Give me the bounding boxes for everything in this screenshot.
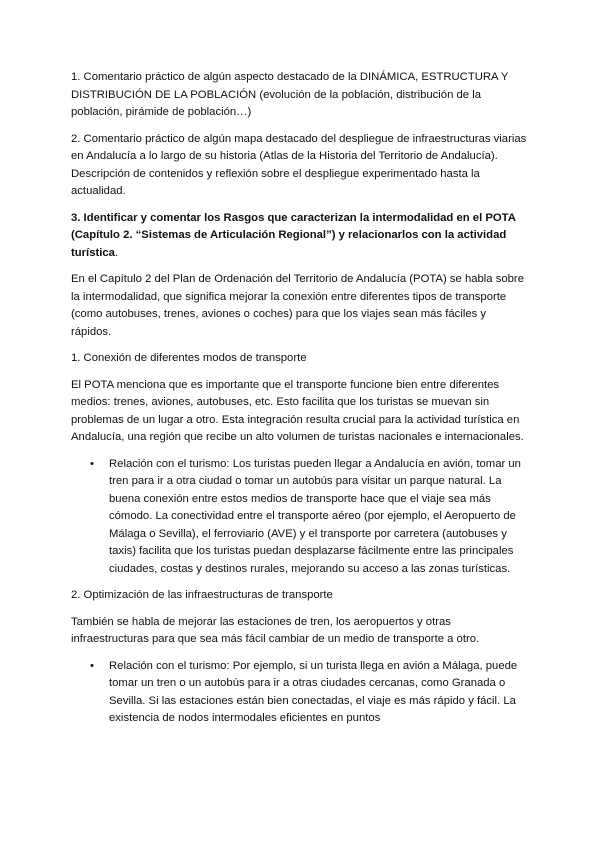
bullet-item-tourism-2: • Relación con el turismo: Por ejemplo, si un turista llega en avión a Málaga, puede tomar un tren o un autobús para ir a otras ciudades cercanas, como Granada o Sevilla. Si las estaciones están bien conectadas, el viaje es más rápido y fácil. La existencia de nodos intermodales eficientes en puntos xyxy=(71,658,527,728)
question-3-bold-text: 3. Identificar y comentar los Rasgos que caracterizan la intermodalidad en el POTA (Capítulo 2. “Sistemas de Articulación Regional”) y relacionarlos con la actividad turística xyxy=(71,211,516,259)
section-heading-2: 2. Optimización de las infraestructuras de transporte xyxy=(71,589,333,601)
paragraph-question-2: 2. Comentario práctico de algún mapa destacado del despliegue de infraestructuras viarias en Andalucía a lo largo de su historia (Atlas de la Historia del Territorio de Andalucía). Descripción de contenidos y reflexión sobre el despliegue experimentado hasta la actualidad. xyxy=(71,132,527,197)
question-3-tail: . xyxy=(114,246,119,259)
paragraph-question-3 xyxy=(71,210,527,263)
paragraph-intro: En el Capítulo 2 del Plan de Ordenación del Territorio de Andalucía (POTA) se habla sobre la intermodalidad, que significa mejorar la conexión entre diferentes tipos de transporte (como autobuses, trenes, aviones o coches) para que los viajes sean más fáciles y rápidos. xyxy=(71,273,524,338)
bullet-list-1 xyxy=(71,456,527,579)
paragraph-section-2: También se habla de mejorar las estaciones de tren, los aeropuertos y otras infraestructuras para que sea más fácil cambiar de un medio de transporte a otro. xyxy=(71,615,480,645)
paragraph-question-1: 1. Comentario práctico de algún aspecto destacado de la DINÁMICA, ESTRUCTURA Y DISTRIBUCIÓN DE LA POBLACIÓN (evolución de la población, distribución de la población, pirámide de población…) xyxy=(71,71,509,118)
document-body xyxy=(71,69,527,737)
bullet-list-2 xyxy=(71,658,527,728)
section-heading-1: 1. Conexión de diferentes modos de transporte xyxy=(71,352,307,364)
paragraph-section-1: El POTA menciona que es importante que el transporte funcione bien entre diferentes medios: trenes, aviones, autobuses, etc. Esto facilita que los turistas se muevan sin problemas de un lugar a otro. Esta integración resulta crucial para la actividad turística en Andalucía, una región que recibe un alto volumen de turistas nacionales e internacionales. xyxy=(71,378,524,443)
bullet-item-tourism-1: • Relación con el turismo: Los turistas pueden llegar a Andalucía en avión, tomar un tren para ir a otra ciudad o tomar un autobús para visitar un parque natural. La buena conexión entre estos medios de transporte hace que el viaje sea más cómodo. La conectividad entre el transporte aéreo (por ejemplo, el Aeropuerto de Málaga o Sevilla), el ferroviario (AVE) y el transporte por carretera (autobuses y taxis) facilita que los turistas puedan desplazarse fácilmente entre las principales ciudades, costas y destinos rurales, mejorando su acceso a las zonas turísticas. xyxy=(71,456,527,579)
